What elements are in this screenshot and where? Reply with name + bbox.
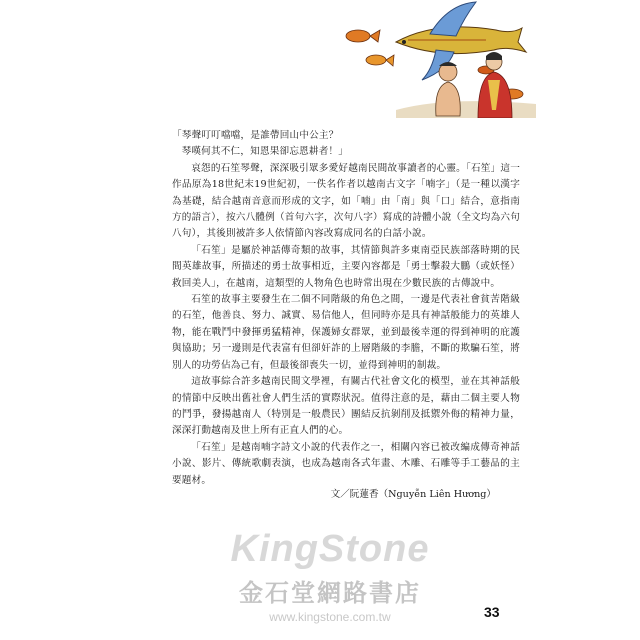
paragraph: 這故事綜合許多越南民間文學裡，有關古代社會文化的模型，並在其神話般的情節中反映出舊社會人們生活的實際狀況。值得注意的是，藉由二個主要人物的鬥爭，發揚越南人（特別是一般農民）團結反抗剝削及抵禦外侮的精神力量，深深打動越南及世上所有正直人們的心。 <box>172 376 520 437</box>
poem-line: 琴嘆何其不仁，知恩果卻忘恩耕者！」 <box>181 146 349 158</box>
watermark-chinese: 金石堂網路書店 <box>239 579 421 607</box>
page-number: 33 <box>484 604 500 620</box>
flying-fish-icon <box>396 2 526 80</box>
hero-figure-icon <box>436 62 461 116</box>
robed-figure-icon <box>478 52 512 118</box>
watermark-logo: KingStone <box>230 528 430 570</box>
article-body <box>172 128 520 489</box>
poem-line: 「琴聲叮叮噹噹，是誰帶回山中公主？ <box>172 130 339 141</box>
paragraph: 「石笙」是越南喃字詩文小說的代表作之一，相關內容已被改編成傳奇神話小說、影片、傳統歌劇表演，也成為越南各式年畫、木雕、石雕等手工藝品的主要題材。 <box>172 441 520 486</box>
watermark <box>220 528 440 624</box>
paragraph: 石笙的故事主要發生在二個不同階級的角色之間，一邊是代表社會貧苦階級的石笙，他善良、努力、誠實、易信他人，但同時亦是具有神話般能力的英雄人物，能在戰鬥中發揮勇猛精神，保護婦女群眾，並到最後幸運的得到神明的庇護與協助；另一邊則是代表富有但卻奸詐的上層階級的李膽，不斷的欺騙石笙，將別人的功勞佔為己有，但最後卻喪失一切，並得到神明的制裁。 <box>172 294 520 371</box>
author-signature: 文／阮蓮香（Nguyễn Liên Hương） <box>330 489 496 500</box>
fish-and-figures-illustration <box>336 0 536 118</box>
paragraph: 哀怨的石笙琴聲，深深吸引眾多愛好越南民間故事讀者的心靈。「石笙」這一作品原為18世紀末19世紀初，一佚名作者以越南古文字「喃字」（是一種以漢字為基礎，結合越南音意而形成的文字，如「喃」由「南」與「口」結合，意指南方的語言），按六八體例（首句六字，次句八字）寫成的詩體小說（全文均為六句八句），其後則被許多人依情節內容改寫成同名的白話小說。 <box>172 162 520 240</box>
watermark-url: www.kingstone.com.tw <box>269 610 391 624</box>
paragraph: 「石笙」是屬於神話傳奇類的故事，其情節與許多東南亞民族部落時期的民間英雄故事，所描述的勇士故事相近，主要內容都是「勇士擊殺大鵬（或妖怪）救回美人」，在越南，這類型的人物角色也時常出現在少數民族的古傳說中。 <box>172 244 520 289</box>
